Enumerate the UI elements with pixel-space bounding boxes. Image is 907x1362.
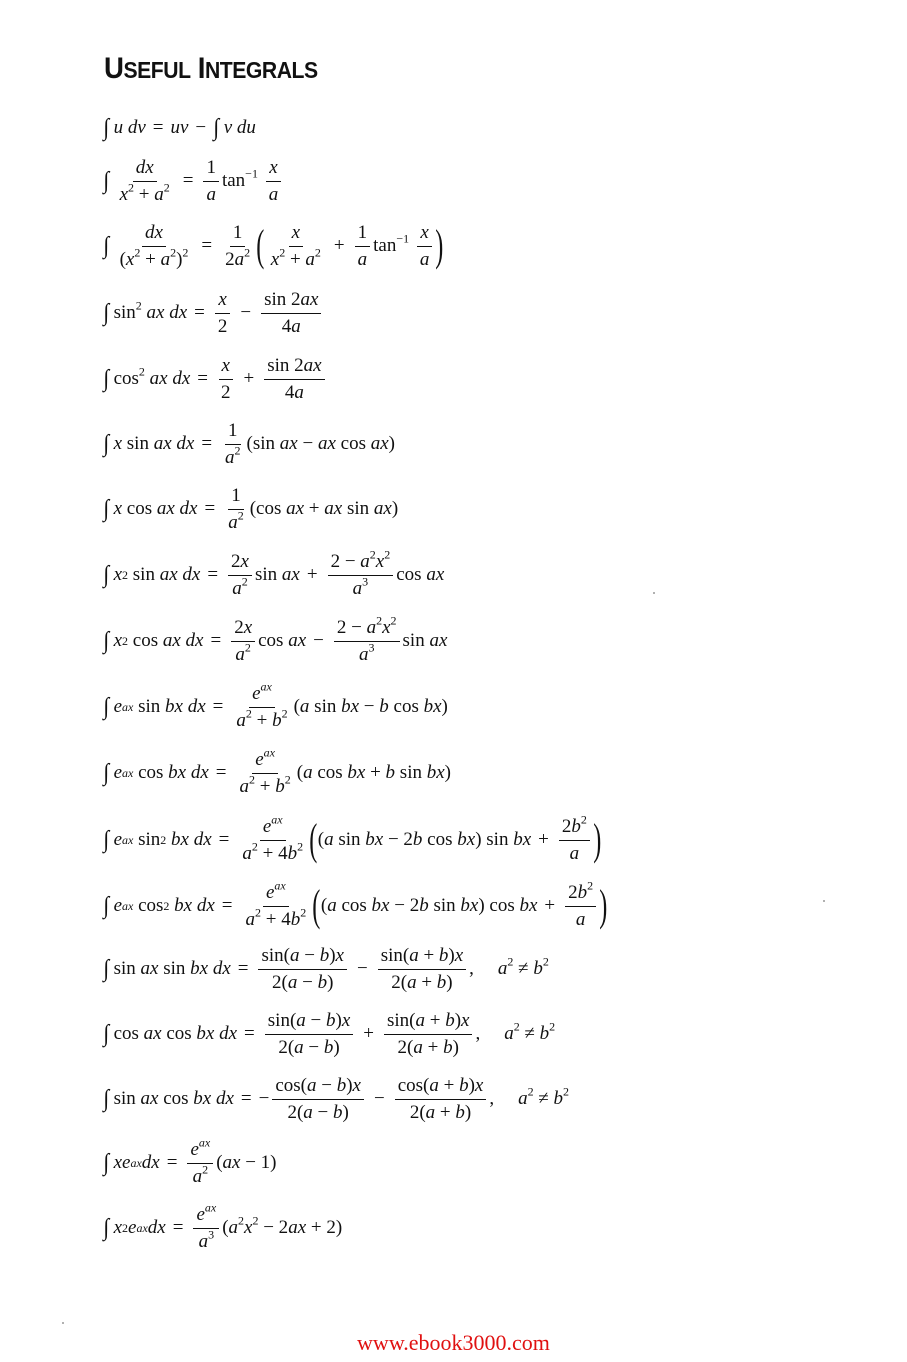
integral-formula-17: ∫ x e ax dx = $\frac{e^{ax}}{a^2}$ (ax − 1) (103, 1135, 277, 1187)
integral-formula-12: ∫ e ax sin 2 bx dx = $\frac{e^{ax}}{a^2 + 4b^2}$ ( (a sin bx − 2b cos bx) sin bx + $\frac{2b^2}{a}$ ) (103, 812, 602, 864)
integral-formula-1: ∫ u dv = uv − ∫ v du (103, 114, 256, 141)
integral-formula-2: ∫ $\frac{dx}{x^2 + a^2}$ = $\frac{1}{a}$ $\tan^{-1}$ $\frac{x}{a}$ (103, 153, 284, 209)
integral-formula-9: ∫ x 2 cos ax dx = $\frac{2x}{a^2}$ cos ax − $\frac{2 - a^2x^2}{a^3}$ sin ax (103, 613, 448, 665)
integral-formula-11: ∫ e ax cos bx dx = $\frac{e^{ax}}{a^2 + b^2}$ (a cos bx + b sin bx) (103, 745, 451, 797)
integral-formula-7: ∫ x cos ax dx = $\frac{1}{a^2}$ (cos ax + ax sin ax) (103, 484, 399, 533)
integral-formula-13: ∫ e ax cos 2 bx dx = $\frac{e^{ax}}{a^2 + 4b^2}$ ( (a cos bx − 2b sin bx) cos bx + $\frac{2b^2}{a}$ ) (103, 878, 608, 930)
integral-formula-18: ∫ x 2 e ax dx = $\frac{e^{ax}}{a^3}$ $(a^2x^2 - 2ax + 2)$ (103, 1200, 343, 1252)
integral-formula-3: ∫ $\frac{dx}{(x^2 + a^2)^2}$ = $\frac{1}{2a^2}$ ( $\frac{x}{x^2 + a^2}$ + $\frac{1}{a}$ $\tan^{-1}$ $\frac{x}{a}$ ) (103, 221, 444, 270)
integral-formula-6: ∫ x sin ax dx = $\frac{1}{a^2}$ (sin ax − ax cos ax) (103, 419, 395, 468)
integral-formula-5: ∫ $\cos^2$ ax dx = $\frac{x}{2}$ + $\frac{\sin 2ax}{4a}$ (103, 351, 328, 407)
scan-speck (653, 592, 655, 594)
integral-formula-8: ∫ x 2 sin ax dx = $\frac{2x}{a^2}$ sin ax + $\frac{2 - a^2x^2}{a^3}$ cos ax (103, 547, 445, 599)
scan-speck (62, 1322, 64, 1324)
integral-formula-16: ∫ sin ax cos bx dx = − $\frac{\cos(a - b)x}{2(a - b)}$ − $\frac{\cos(a + b)x}{2(a + b)}$ , $a^2 \ne b^2$ (103, 1074, 570, 1123)
integral-formula-4: ∫ $\sin^2$ ax dx = $\frac{x}{2}$ − $\frac{\sin 2ax}{4a}$ (103, 285, 324, 341)
integral-formula-15: ∫ cos ax cos bx dx = $\frac{\sin(a - b)x}{2(a - b)}$ + $\frac{\sin(a + b)x}{2(a + b)}$ , $a^2 \ne b^2$ (103, 1009, 556, 1058)
scan-speck (823, 900, 825, 902)
integral-formula-14: ∫ sin ax sin bx dx = $\frac{\sin(a - b)x}{2(a - b)}$ − $\frac{\sin(a + b)x}{2(a + b)}$ , $a^2 \ne b^2$ (103, 944, 549, 993)
integral-formula-10: ∫ e ax sin bx dx = $\frac{e^{ax}}{a^2 + b^2}$ (a sin bx − b cos bx) (103, 679, 448, 731)
page-title: USEFUL INTEGRALS (104, 52, 318, 85)
footer-url: www.ebook3000.com (357, 1330, 550, 1355)
